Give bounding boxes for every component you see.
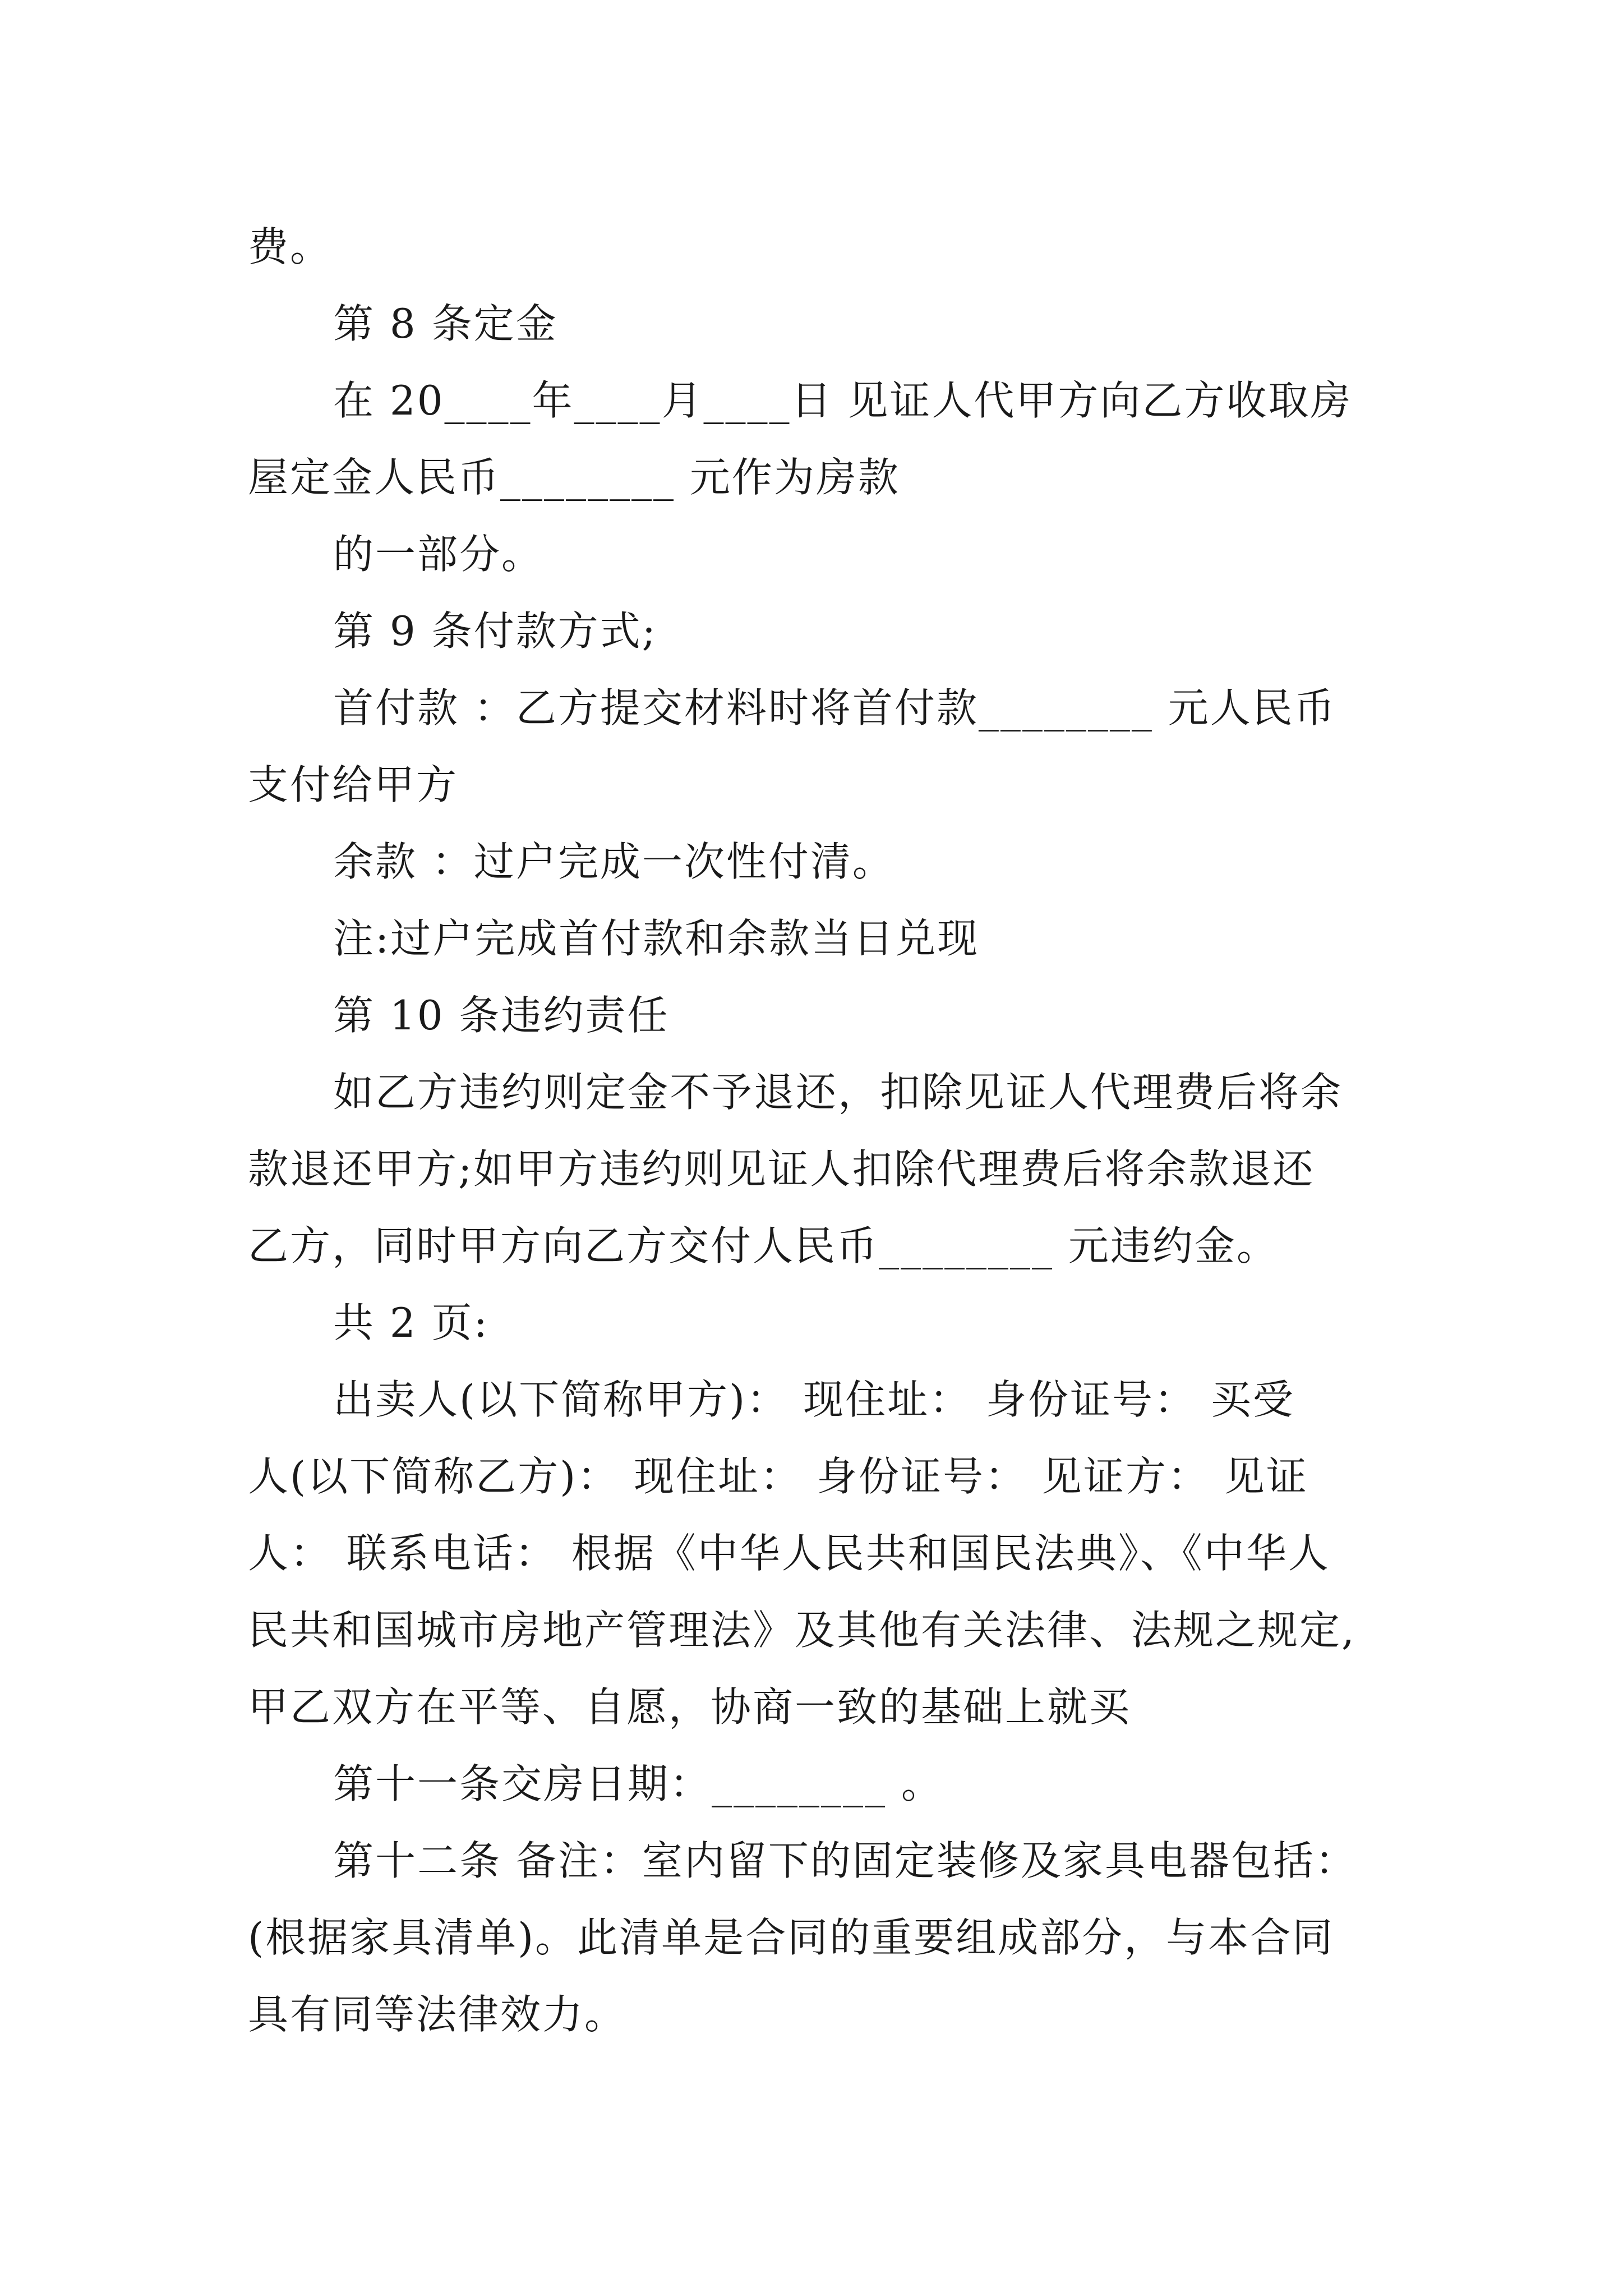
text-line: 款退还甲方;如甲方违约则见证人扣除代理费后将余款退还: [248, 1145, 1315, 1193]
text-line: 如乙方违约则定金不予退还，扣除见证人代理费后将余: [333, 1069, 1343, 1116]
text-line: 第十二条 备注：室内留下的固定装修及家具电器包括：: [333, 1837, 1357, 1884]
text-line: 余款 ：过户完成一次性付清。: [333, 838, 895, 885]
text-line: 屋定金人民币________ 元作为房款: [248, 454, 900, 501]
document-body: [248, 209, 1386, 2053]
text-line: 人(以下简称乙方)： 现住址： 身份证号： 见证方： 见证: [248, 1453, 1308, 1500]
text-line: 共 2 页:: [333, 1299, 489, 1346]
text-line: 出卖人(以下简称甲方)： 现住址： 身份证号： 买受: [333, 1376, 1295, 1423]
text-line: 第十一条交房日期：________ 。: [333, 1760, 943, 1807]
text-line: 的一部分。: [333, 531, 544, 578]
text-line: (根据家具清单)。此清单是合同的重要组成部分，与本合同: [248, 1914, 1335, 1961]
text-line: 费。: [248, 223, 333, 270]
text-line: 乙方，同时甲方向乙方交付人民币________ 元违约金。: [248, 1222, 1279, 1269]
text-line: 第 10 条违约责任: [333, 992, 670, 1039]
text-line: 第 8 条定金: [333, 300, 558, 347]
text-line: 在 20____年____月____日 见证人代甲方向乙方收取房: [333, 377, 1353, 424]
text-line: 首付款 ：乙方提交材料时将首付款________ 元人民币: [333, 684, 1336, 731]
text-line: 甲乙双方在平等、自愿，协商一致的基础上就买: [248, 1683, 1132, 1731]
text-line: 第 9 条付款方式;: [333, 608, 657, 655]
text-line: 人： 联系电话： 根据《中华人民共和国民法典》、《中华人: [248, 1530, 1330, 1577]
text-line: 民共和国城市房地产管理法》及其他有关法律、法规之规定,: [248, 1607, 1356, 1654]
text-line: 注:过户完成首付款和余款当日兑现: [333, 915, 980, 962]
text-line: 支付给甲方: [248, 761, 459, 808]
text-line: 具有同等法律效力。: [248, 1991, 627, 2038]
